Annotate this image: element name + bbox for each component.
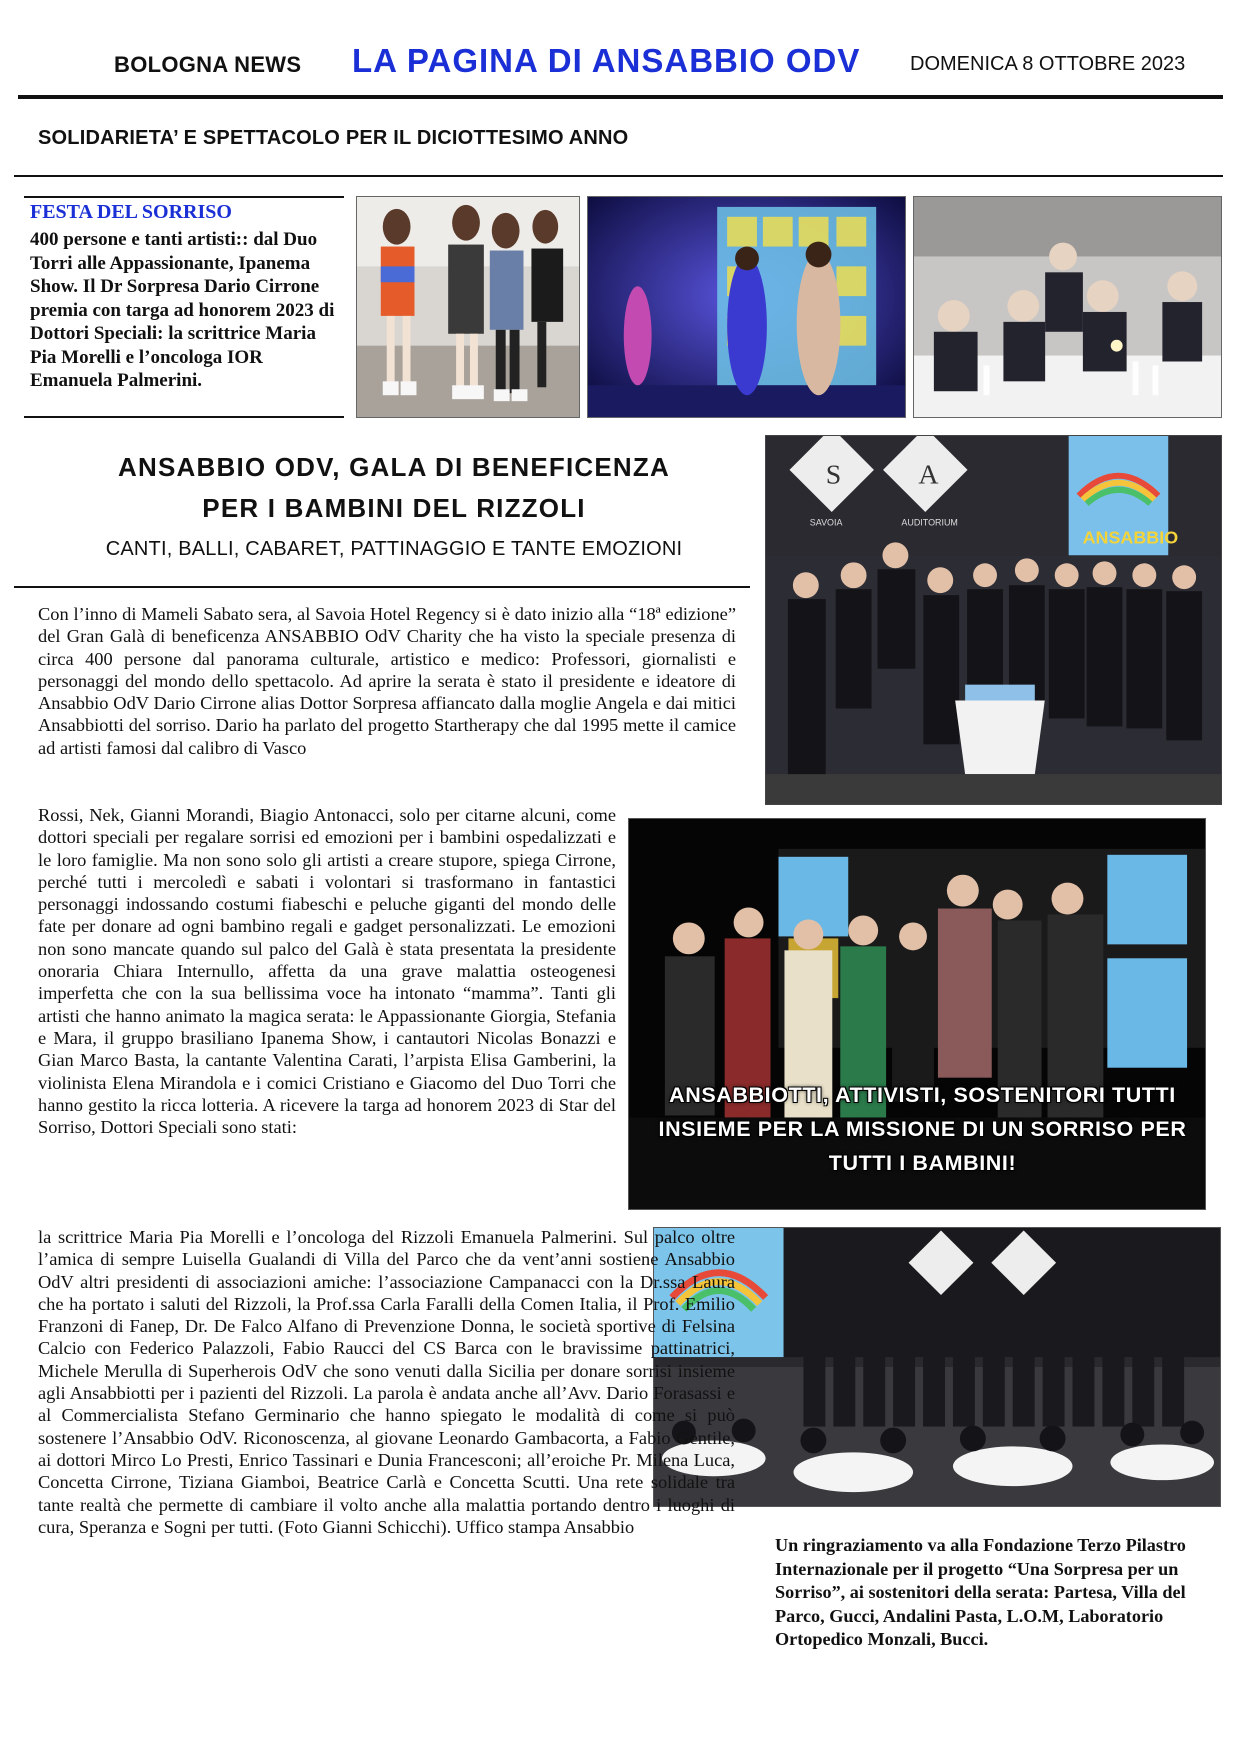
page-subtitle: SOLIDARIETA’ E SPETTACOLO PER IL DICIOTTESIMO ANNO [38, 127, 629, 149]
masthead-date: DOMENICA 8 OTTOBRE 2023 [910, 53, 1186, 75]
festa-bottom-rule [24, 416, 344, 418]
masthead-page-title: LA PAGINA DI ANSABBIO ODV [352, 42, 861, 79]
article-headline [24, 447, 764, 529]
photo-gala-stage-group [765, 435, 1222, 805]
headline-rule [14, 586, 750, 588]
festa-text: 400 persone e tanti artisti:: dal Duo Torri alle Appassionante, Ipanema Show. Il Dr Sorpresa Dario Cirrone premia con targa ad honorem 2023 di Dottori Speciali: la scrittrice Maria Pia Morelli e l’oncologa IOR Emanuela Palmerini. [30, 229, 335, 391]
sign-letter-a: A [918, 459, 939, 491]
subtitle-rule [14, 175, 1223, 177]
thanks-note: Un ringraziamento va alla Fondazione Terzo Pilastro Internazionale per il progetto “Una Sorpresa per un Sorriso”, ai sostenitori della serata: Partesa, Villa del Parco, Gucci, Andalini Pasta, L.O.M, Laboratorio Ortopedico Monzali, Bucci. [775, 1535, 1186, 1649]
article-paragraph-3: la scrittrice Maria Pia Morelli e l’oncologa del Rizzoli Emanuela Palmerini. Sul palco oltre l’amica di sempre Luisella Gualandi di Villa del Parco che da vent’anni sostiene Ansabbio OdV altri presidenti di associazioni amiche: l’associazione Campanacci con la Dr.ssa Laura che ha portato i saluti del Rizzoli, la Prof.ssa Carla Faralli della Comen Italia, il Prof. Emilio Franzoni di Fanep, Dr. De Falco Alfano di Prevenzione Donna, le società sportive di Felsina Calcio con Federico Palazzoli, Fabio Raucci del CS Barca con le bravissime pattinatrici, Michele Merulla di Superherois OdV che sono venuti dalla Sicilia per donare sorrisi insieme agli Ansabbiotti per i pazienti del Rizzoli. La parola è andata anche all’Avv. Dario Forasassi e al Commercialista Stefano Germinario che hanno spiegato le modalità di come si può sostenere l’Ansabbio OdV. Riconoscenza, al giovane Leonardo Gambacorta, a Fabio Gentile, ai dottori Mirco Lo Presti, Enrico Tassinari e Dunia Francesconi; all’eroiche Pr. Milena Luca, Concetta Cirrone, Tiziana Giamboi, Beatrice Carlà e Concetta Scutti. Una rete solidale tra tante realtà che permette di cambiare il volto anche alla malattia portando dentro i luoghi di cura, Speranza e Sogni per tutti. (Foto Gianni Schicchi). Uffico stampa Ansabbio [38, 1227, 735, 1537]
festa-top-rule [24, 196, 344, 198]
article-paragraph-1: Con l’inno di Mameli Sabato sera, al Savoia Hotel Regency si è dato inizio alla “18ª edizione” del Gran Galà di beneficenza ANSABBIO OdV Charity che ha visto la speciale presenza di circa 400 persone dal panorama culturale, artistico e medico: Professori, giornalisti e personaggi del mondo dello spettacolo. Ad aprire la serata è stato il presidente e ideatore di Ansabbio OdV Dario Cirrone alias Dottor Sorpresa affiancato dalla moglie Angela e dai mitici Ansabbiotti del sorriso. Dario ha parlato del progetto Startherapy che dal 1995 mette il camice ad artisti famosi dal calibro di Vasco [38, 604, 736, 758]
photo-auditorium-hall [653, 1227, 1221, 1507]
masthead [18, 42, 1223, 82]
headline-line-2: PER I BAMBINI DEL RIZZOLI [202, 493, 586, 523]
photo-stage-singers [587, 196, 906, 418]
sign-letter-s: S [825, 459, 842, 491]
headline-line-1: ANSABBIO ODV, GALA DI BENEFICENZA [118, 452, 670, 482]
sign-savoia: SAVOIA [809, 517, 843, 528]
photo-dinner-guests [913, 196, 1222, 418]
sign-auditorium: AUDITORIUM [901, 517, 958, 528]
masthead-rule [18, 95, 1223, 99]
article-kicker: CANTI, BALLI, CABARET, PATTINAGGIO E TANTE EMOZIONI [105, 538, 683, 560]
photo-skaters [356, 196, 580, 418]
banner-ansabbio: ANSABBIO [1082, 527, 1179, 548]
article-paragraph-2: Rossi, Nek, Gianni Morandi, Biagio Antonacci, solo per citarne alcuni, come dottori speciali per regalare sorrisi ed emozioni per i bambini ospedalizzati e le loro famiglie. Ma non sono solo gli artisti a creare stupore, spiega Cirrone, perché tutti i mercoledì e sabati i volontari si trasformano in fantastici personaggi indossando costumi fiabeschi e peluche giganti del mondo delle fate per donare ad ogni bambino regali e gadget personalizzati. Le emozioni non sono mancate quando sul palco del Galà è stata presentata la presidente onoraria Chiara Internullo, affetta da una grave malattia osteogenesi imperfetta che con la sua bellissima voce ha intonato “mamma”. Tanti gli artisti che hanno animato la magica serata: le Appassionante Giorgia, Stefania e Mara, il gruppo brasiliano Ipanema Show, i cantautori Nicolas Bonazzi e Gian Marco Basta, la cantante Valentina Carati, l’arpista Elisa Gamberini, la violinista Elena Mirandola e i comici Cristiano e Giacomo del Duo Torri che hanno gestito la ricca lotteria. A ricevere la targa ad honorem 2023 di Star del Sorriso, Dottori Speciali sono stati: [38, 805, 616, 1138]
festa-title: FESTA DEL SORRISO [30, 201, 232, 223]
masthead-paper-name: BOLOGNA NEWS [114, 52, 302, 77]
photo-caption-overlay: ANSABBIOTTI, ATTIVISTI, SOSTENITORI TUTTI INSIEME PER LA MISSIONE DI UN SORRISO PER TUTTI I BAMBINI! [658, 1083, 1187, 1175]
